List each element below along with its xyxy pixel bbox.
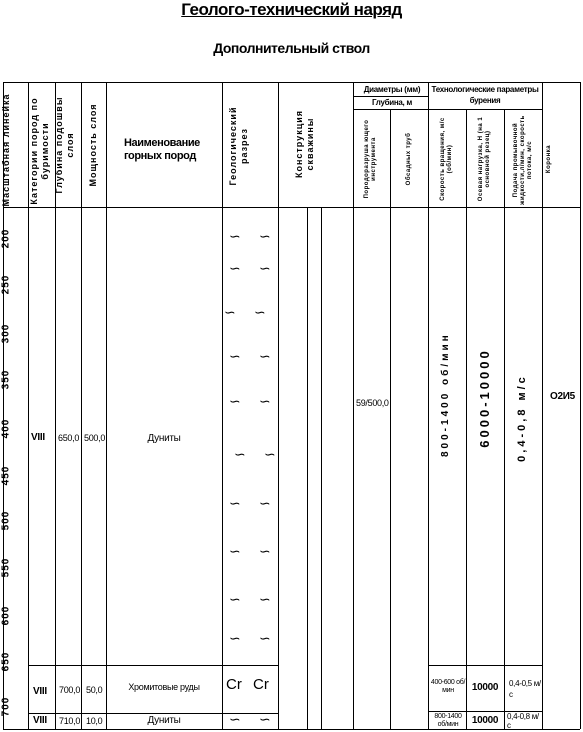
- layer1-depth: 650,0: [58, 433, 80, 443]
- layer3-thickness: 10,0: [86, 716, 103, 726]
- serpentine-symbol: ∽: [229, 260, 241, 276]
- serpentine-symbol: ∽: [229, 711, 241, 727]
- header-rock-name: Наименование горных пород: [124, 137, 200, 162]
- layer3-category: VIII: [33, 715, 47, 726]
- serpentine-symbol: ∽: [259, 630, 271, 646]
- header-depth-m: Глубина, м: [371, 98, 413, 107]
- layer3-load: 10000: [471, 715, 499, 726]
- header-bit: Породоразруша ющего инструмента: [364, 119, 377, 199]
- header-category: Категории пород по буримости: [29, 97, 50, 205]
- header-diameters: Диаметры (мм): [363, 85, 421, 94]
- layer3-rock: Дуниты: [147, 715, 181, 726]
- layer1-rock: Дуниты: [147, 433, 181, 444]
- header-thickness: Мощность слоя: [88, 103, 98, 187]
- scale-tick: 200: [0, 228, 12, 249]
- serpentine-symbol: ∽: [259, 260, 271, 276]
- layer2-load: 10000: [471, 682, 499, 693]
- scale-tick: 500: [0, 510, 12, 531]
- header-depth: Глубина подошвы слоя: [54, 96, 75, 194]
- header-rotation: Скорость вращения, м/с (об/мин): [440, 117, 453, 201]
- serpentine-symbol: ∽: [259, 591, 271, 607]
- chromite-symbol: Cr: [253, 676, 269, 693]
- serpentine-symbol: ∽: [259, 393, 271, 409]
- scale-tick: 400: [0, 418, 12, 439]
- layer2-depth: 700,0: [59, 685, 81, 695]
- serpentine-symbol: ∽: [229, 393, 241, 409]
- layer2-thickness: 50,0: [86, 685, 103, 695]
- scale-tick: 450: [0, 465, 12, 486]
- chromite-symbol: Cr: [226, 676, 242, 693]
- rotation-value: 800-1400 об/мин: [440, 332, 451, 457]
- header-flush: Подача промывочной жидкости,л/мин, скорость потока, м/с: [513, 115, 533, 205]
- layer2-rock: Хромитовые руды: [128, 682, 200, 692]
- serpentine-symbol: ∽: [229, 495, 241, 511]
- document-subtitle: Дополнительный ствол: [213, 40, 370, 56]
- layer3-rotation: 800-1400 об/мин: [434, 713, 462, 728]
- header-scale-line: Масштабная линейка: [1, 93, 11, 207]
- serpentine-symbol: ∽: [254, 304, 266, 320]
- scale-tick: 350: [0, 369, 12, 390]
- serpentine-symbol: ∽: [259, 543, 271, 559]
- serpentine-symbol: ∽: [229, 630, 241, 646]
- scale-tick: 650: [0, 651, 12, 672]
- header-crown: Коронка: [546, 144, 552, 174]
- layer2-category: VIII: [33, 686, 47, 697]
- layer3-flush: 0,4-0,8 м/с: [507, 712, 539, 730]
- header-construction: Конструкция скважины: [294, 109, 315, 179]
- scale-tick: 300: [0, 323, 12, 344]
- header-geo-section: Геологический разрез: [228, 106, 249, 186]
- layer2-rotation: 400-600 об/мин: [430, 679, 466, 694]
- crown-value: О2И5: [550, 391, 575, 402]
- serpentine-symbol: ∽: [259, 228, 271, 244]
- scale-tick: 600: [0, 605, 12, 626]
- serpentine-symbol: ∽: [259, 495, 271, 511]
- serpentine-symbol: ∽: [229, 228, 241, 244]
- scale-tick: 700: [0, 696, 12, 717]
- serpentine-symbol: ∽: [224, 304, 236, 320]
- header-casing: Обсадных труб: [406, 132, 412, 186]
- layer3-depth: 710,0: [59, 716, 81, 726]
- flush-value: 0,4-0,8 м/с: [516, 374, 528, 462]
- layer1-thickness: 500,0: [84, 433, 106, 443]
- header-axial-load: Осевая нагрузка, Н (на 1 основной резец): [478, 116, 491, 202]
- header-tech-params: Технологические параметры бурения: [431, 85, 539, 105]
- document-title: Геолого-технический наряд: [181, 0, 402, 19]
- layer2-flush: 0,4-0,5 м/с: [509, 679, 541, 699]
- load-value: 6000-10000: [477, 348, 492, 448]
- serpentine-symbol: ∽: [259, 348, 271, 364]
- serpentine-symbol: ∽: [264, 446, 276, 462]
- scale-tick: 550: [0, 557, 12, 578]
- layer1-category: VIII: [31, 432, 45, 443]
- serpentine-symbol: ∽: [259, 711, 271, 727]
- serpentine-symbol: ∽: [229, 543, 241, 559]
- serpentine-symbol: ∽: [229, 348, 241, 364]
- serpentine-symbol: ∽: [234, 446, 246, 462]
- serpentine-symbol: ∽: [229, 591, 241, 607]
- scale-tick: 250: [0, 274, 12, 295]
- diameter-depth-value: 59/500,0: [356, 398, 389, 408]
